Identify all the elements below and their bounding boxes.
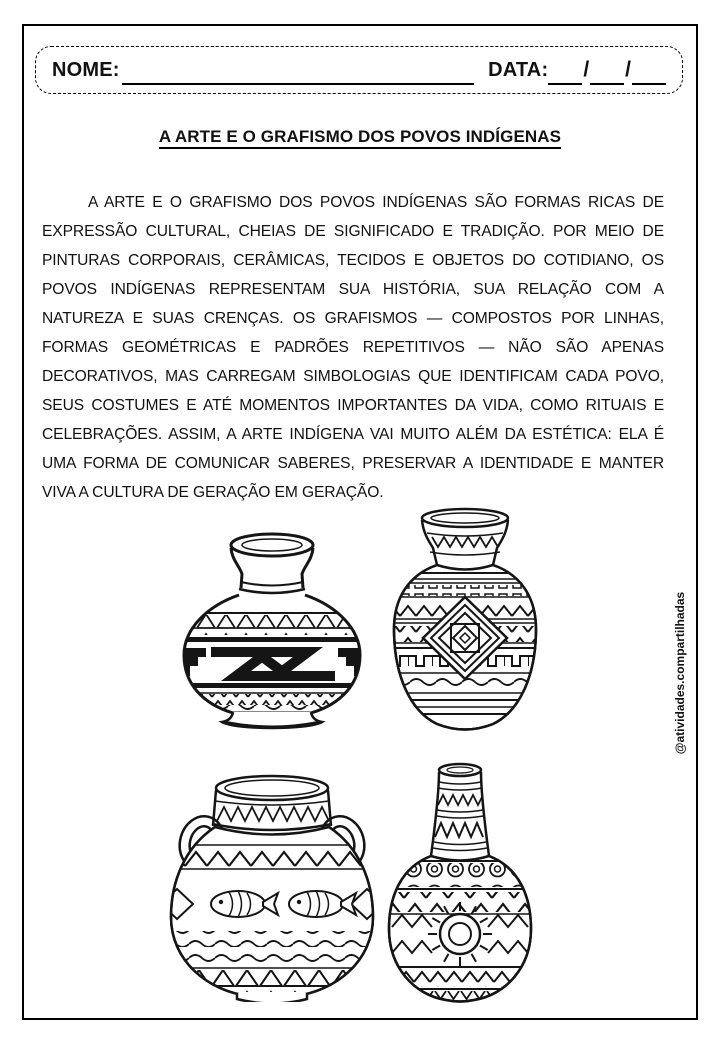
neck-zigzag <box>432 537 498 547</box>
date-blank-month[interactable] <box>590 56 624 85</box>
watermark-credit <box>666 564 694 782</box>
date-label: DATA: <box>488 58 549 81</box>
vase2-neck <box>422 509 508 565</box>
pot-fish-drawing <box>163 769 381 1002</box>
watermark-text: @atividades.compartilhadas <box>673 591 688 755</box>
body-paragraph: A ARTE E O GRAFISMO DOS POVOS INDÍGENAS SÃO FORMAS RICAS DE EXPRESSÃO CULTURAL, CHEIAS DE SIGNIFICADO E TRADIÇÃO. POR MEIO DE PINTURAS CORPORAIS, CERÂMICAS, TECIDOS E OBJETOS DO COTIDIANO, OS POVOS INDÍGENAS REPRESENTAM SUA HISTÓRIA, SUA RELAÇÃO COM A NATUREZA E SUAS CRENÇAS. OS GRAFISMOS — COMPOSTOS POR LINHAS, FORMAS GEOMÉTRICAS E PADRÕES REPETITIVOS — NÃO SÃO APENAS DECORATIVOS, MAS CARREGAM SIMBOLOGIAS QUE IDENTIFICAM CADA POVO, SEUS COSTUMES E ATÉ MOMENTOS IMPORTANTES DA VIDA, COMO RITUAIS E CELEBRAÇÕES. ASSIM, A ARTE INDÍGENA VAI MUITO ALÉM DA ESTÉTICA: ELA É UMA FORMA DE COMUNICAR SABERES, PRESERVAR A IDENTIDADE E MANTER VIVA A CULTURA DE GERAÇÃO EM GERAÇÃO. <box>42 193 664 501</box>
vase-diamond-drawing <box>384 507 547 736</box>
date-slash: / <box>625 58 631 81</box>
page-title: A ARTE E O GRAFISMO DOS POVOS INDÍGENAS <box>24 127 696 147</box>
vase1-foot <box>222 712 322 728</box>
shoulder-zigzag <box>171 847 373 867</box>
circle-band <box>389 863 531 887</box>
wave-band-2 <box>171 949 373 965</box>
wave-band-1 <box>171 931 373 947</box>
vase-illustration-meander <box>176 531 368 733</box>
bottle-sun-drawing <box>382 761 539 1004</box>
page-border <box>22 24 698 1020</box>
date-blank-day[interactable] <box>548 56 582 85</box>
lower-zigzag-band <box>389 969 531 987</box>
vase1-neck <box>231 534 313 593</box>
neck-zigzag-1 <box>438 795 482 805</box>
vase-meander-drawing <box>176 531 368 733</box>
bottom-triangle-band <box>171 970 373 992</box>
rim-triangle-band <box>217 807 329 821</box>
name-date-box <box>35 46 683 94</box>
pot-rim <box>212 776 332 830</box>
date-slash: / <box>583 58 590 81</box>
vase-illustration-fish <box>163 769 381 1002</box>
date-blank-year[interactable] <box>632 56 666 85</box>
dash-band <box>394 585 536 596</box>
triangle-band <box>184 615 360 635</box>
neck-zigzag-2 <box>435 823 483 837</box>
vase-illustration-sun <box>382 761 539 1004</box>
bottle-neck <box>431 764 489 856</box>
name-label: NOME: <box>52 58 120 81</box>
name-blank-line[interactable] <box>122 56 474 85</box>
pot-foot <box>237 993 307 1002</box>
vase-illustration-diamond <box>384 507 547 736</box>
